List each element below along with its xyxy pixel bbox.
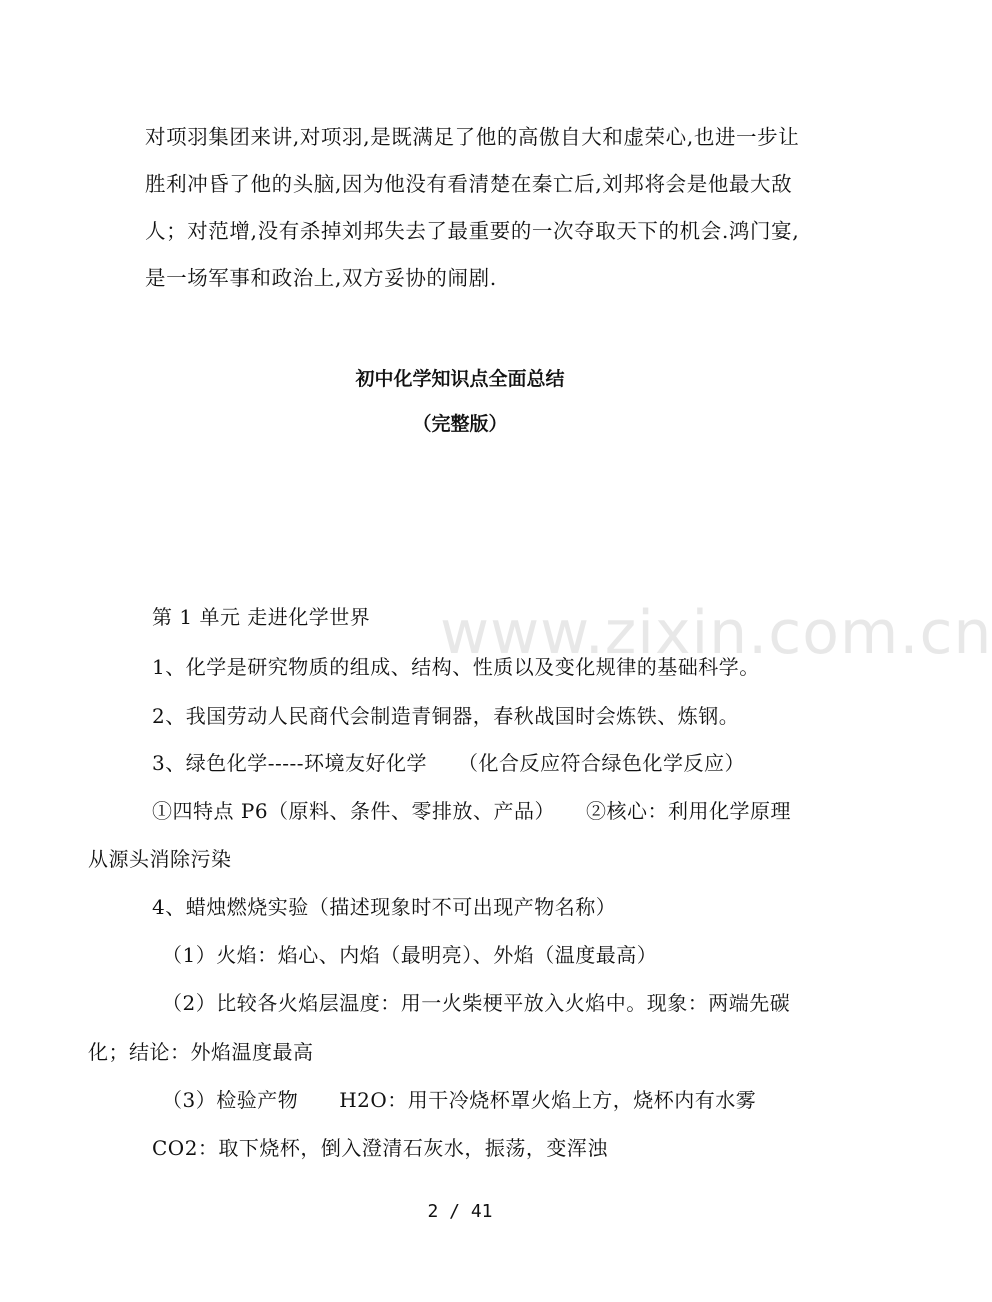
point-4-1: （1）火焰：焰心、内焰（最明亮）、外焰（温度最高）: [162, 943, 658, 967]
document-title: 初中化学知识点全面总结: [355, 368, 565, 390]
watermark: www.zixin.com.cn: [440, 598, 992, 668]
intro-line-2: 胜利冲昏了他的头脑,因为他没有看清楚在秦亡后,刘邦将会是他最大敌: [145, 172, 793, 196]
unit-heading: 第 1 单元 走进化学世界: [152, 605, 371, 629]
point-3-sub-line-2: 从源头消除污染: [88, 847, 232, 871]
intro-line-3: 人；对范增,没有杀掉刘邦失去了最重要的一次夺取天下的机会.鸿门宴,: [145, 219, 800, 243]
point-4-2-line-1: （2）比较各火焰层温度：用一火柴梗平放入火焰中。现象：两端先碳: [162, 991, 791, 1015]
point-3: 3、绿色化学-----环境友好化学 （化合反应符合绿色化学反应）: [152, 751, 746, 775]
point-1: 1、化学是研究物质的组成、结构、性质以及变化规律的基础科学。: [152, 655, 760, 679]
intro-line-4: 是一场军事和政治上,双方妥协的闹剧.: [145, 266, 497, 290]
point-2: 2、我国劳动人民商代会制造青铜器，春秋战国时会炼铁、炼钢。: [152, 704, 740, 728]
point-4-3: （3）检验产物 H2O：用干冷烧杯罩火焰上方，烧杯内有水雾: [162, 1088, 757, 1112]
point-4: 4、蜡烛燃烧实验（描述现象时不可出现产物名称）: [152, 895, 617, 919]
page-number: 2 / 41: [427, 1201, 493, 1222]
point-3-sub-line-1: ①四特点 P6（原料、条件、零排放、产品） ②核心：利用化学原理: [152, 799, 792, 823]
point-4-3-co2: CO2：取下烧杯，倒入澄清石灰水，振荡，变浑浊: [152, 1136, 608, 1160]
document-subtitle: （完整版）: [412, 413, 508, 435]
point-4-2-line-2: 化；结论：外焰温度最高: [88, 1040, 314, 1064]
intro-line-1: 对项羽集团来讲,对项羽,是既满足了他的高傲自大和虚荣心,也进一步让: [145, 125, 800, 149]
